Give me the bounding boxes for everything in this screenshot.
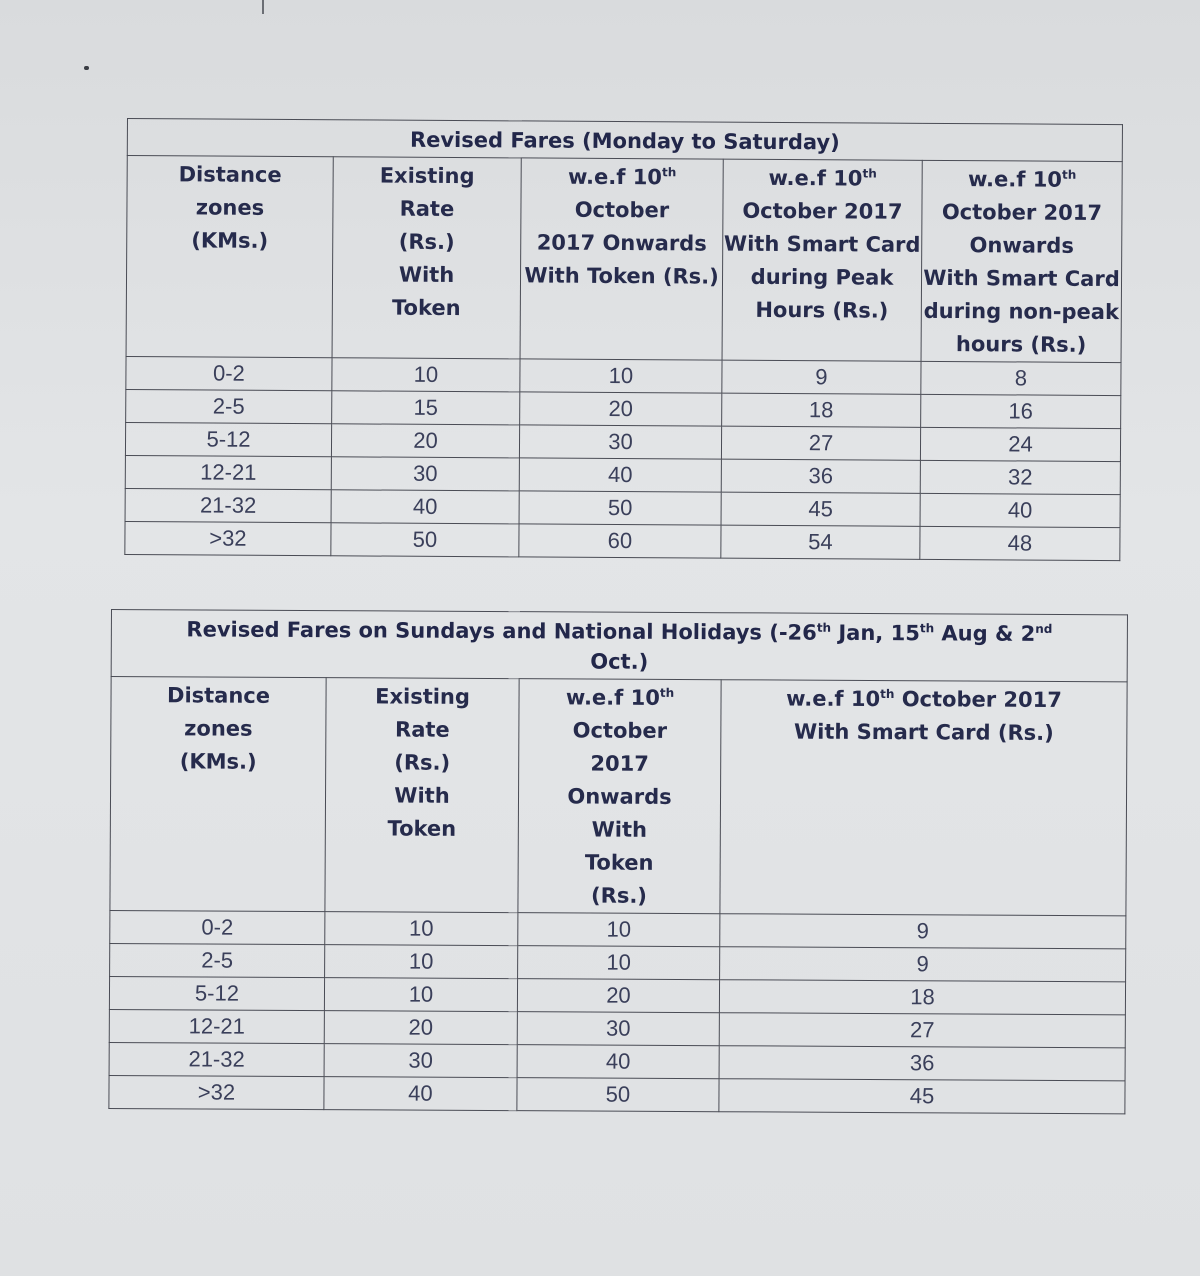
fare-cell: 36 [721,459,920,493]
column-header-distance: Distance zones (KMs.) [126,156,333,358]
fare-cell: 15 [332,391,520,425]
distance-cell: 0-2 [110,910,325,944]
pen-mark [262,0,264,14]
column-header-smart-nonpeak: w.e.f 10th October 2017 Onwards With Smart Card during non-peak hours (Rs.) [921,160,1122,362]
distance-cell: 21-32 [125,488,331,522]
fare-cell: 10 [324,978,517,1012]
distance-cell: >32 [125,521,331,555]
table-row [109,1009,1125,1047]
column-header-smart-peak: w.e.f 10th October 2017 With Smart Card during Peak Hours (Rs.) [722,159,922,361]
fare-cell: 10 [520,359,722,393]
fare-cell: 30 [519,425,721,459]
fare-cell: 40 [331,490,519,524]
distance-cell: >32 [109,1075,324,1109]
distance-cell: 12-21 [125,455,331,489]
fare-cell: 50 [517,1078,719,1112]
table-row [110,910,1126,948]
table-row [110,943,1126,981]
table-body [109,910,1126,1113]
fare-cell: 20 [324,1011,517,1045]
fare-cell: 10 [518,946,720,980]
fare-cell: 30 [331,457,519,491]
distance-cell: 2-5 [110,943,325,977]
fare-cell: 10 [332,358,520,392]
distance-cell: 2-5 [126,389,332,423]
fare-cell: 20 [520,392,722,426]
table-row [109,1042,1125,1080]
fare-cell: 60 [519,524,721,558]
ink-dot [84,66,89,70]
fare-cell: 9 [720,914,1126,949]
column-header-distance: Distance zones (KMs.) [110,677,326,912]
fare-cell: 9 [720,947,1126,982]
fare-cell: 18 [722,393,921,427]
fare-cell: 36 [719,1046,1125,1081]
column-header-smart-card: w.e.f 10th October 2017 With Smart Card (Rs.) [720,680,1127,916]
fare-cell: 9 [722,360,921,394]
fare-cell: 16 [921,394,1121,428]
fare-cell: 40 [519,458,721,492]
distance-cell: 0-2 [126,356,332,390]
table-title: Revised Fares (Monday to Saturday) [127,119,1122,162]
column-header-existing-rate: Existing Rate (Rs.) With Token [332,157,521,359]
column-header-existing-rate: Existing Rate (Rs.) With Token [325,678,519,913]
table-row [109,1075,1125,1113]
fare-cell: 10 [325,945,518,979]
fare-cell: 48 [920,526,1120,560]
distance-cell: 5-12 [125,422,331,456]
table-body [125,356,1121,560]
fare-cell: 20 [331,424,519,458]
fare-cell: 40 [517,1045,719,1079]
distance-cell: 5-12 [109,976,324,1010]
fare-cell: 27 [719,1013,1125,1048]
distance-cell: 12-21 [109,1009,324,1043]
fare-cell: 50 [519,491,721,525]
column-header-token-new: w.e.f 10th October 2017 Onwards With Token (Rs.) [520,158,723,360]
fare-cell: 10 [325,912,518,946]
fare-cell: 54 [721,525,920,559]
table-row [109,976,1125,1014]
table-title: Revised Fares on Sundays and National Holidays (-26th Jan, 15th Aug & 2nd Oct.) [111,610,1127,682]
fare-cell: 20 [517,979,719,1013]
fare-cell: 45 [719,1079,1125,1114]
fare-cell: 40 [920,493,1120,527]
fare-cell: 10 [518,913,720,947]
fare-cell: 24 [920,427,1120,461]
holiday-fares-table [108,609,1128,1114]
fare-cell: 27 [721,426,920,460]
weekday-fares-table [124,118,1123,561]
fare-cell: 45 [721,492,920,526]
table-row [125,521,1120,560]
fare-cell: 30 [517,1012,719,1046]
distance-cell: 21-32 [109,1042,324,1076]
fare-cell: 32 [920,460,1120,494]
column-header-token-new: w.e.f 10th October 2017 Onwards With Token (Rs.) [518,679,721,914]
fare-cell: 40 [324,1077,517,1111]
fare-cell: 8 [921,361,1121,395]
fare-cell: 50 [331,523,519,557]
fare-cell: 18 [719,980,1125,1015]
fare-cell: 30 [324,1044,517,1078]
